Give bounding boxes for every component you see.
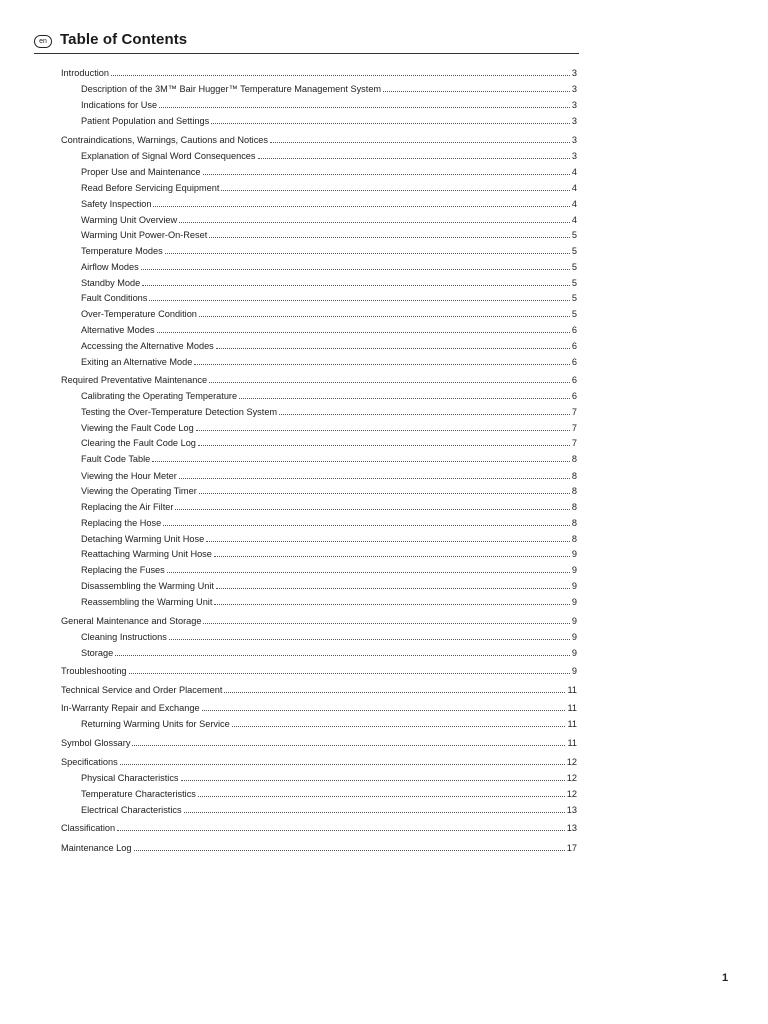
dot-leader xyxy=(163,525,570,526)
toc-entry-label: Alternative Modes xyxy=(81,325,155,335)
toc-subentry[interactable] xyxy=(81,437,577,449)
toc-entry-label: Fault Conditions xyxy=(81,293,148,303)
toc-subentry[interactable] xyxy=(81,277,577,289)
toc-entry-label: Required Preventative Maintenance xyxy=(61,375,208,385)
toc-entry-page: 12 xyxy=(566,757,577,767)
dot-leader xyxy=(383,91,570,92)
toc-entry-label: Explanation of Signal Word Consequences xyxy=(81,151,256,161)
toc-entry-page: 11 xyxy=(567,738,577,748)
toc-entry-label: Warming Unit Overview xyxy=(81,215,178,225)
toc-entry-page: 9 xyxy=(571,581,577,591)
toc-entry[interactable] xyxy=(61,67,577,79)
toc-entry-label: Patient Population and Settings xyxy=(81,116,210,126)
dot-leader xyxy=(202,710,566,711)
toc-entry-label: Clearing the Fault Code Log xyxy=(81,438,196,448)
toc-entry-page: 3 xyxy=(571,151,577,161)
page-title: Table of Contents xyxy=(60,31,188,48)
dot-leader xyxy=(132,745,565,746)
toc-entry-page: 4 xyxy=(571,215,577,225)
toc-entry-page: 8 xyxy=(571,518,577,528)
dot-leader xyxy=(224,692,565,693)
dot-leader xyxy=(214,556,570,557)
toc-entry-label: Electrical Characteristics xyxy=(81,805,182,815)
toc-subentry[interactable] xyxy=(81,182,577,194)
toc-subentry[interactable] xyxy=(81,340,577,352)
dot-leader xyxy=(111,75,570,76)
toc-subentry[interactable] xyxy=(81,292,577,304)
toc-entry-page: 7 xyxy=(571,438,577,448)
toc-entry-label: Troubleshooting xyxy=(61,666,127,676)
toc-entry-label: Fault Code Table xyxy=(81,454,151,464)
dot-leader xyxy=(159,107,570,108)
toc-subentry[interactable] xyxy=(81,356,577,368)
toc-entry-page: 4 xyxy=(571,199,577,209)
toc-subentry[interactable] xyxy=(81,99,577,111)
toc-entry[interactable] xyxy=(61,842,577,854)
dot-leader xyxy=(134,850,565,851)
toc-entry-label: Temperature Modes xyxy=(81,246,163,256)
toc-entry[interactable] xyxy=(61,822,577,834)
toc-entry-page: 7 xyxy=(571,407,577,417)
dot-leader xyxy=(179,478,570,479)
dot-leader xyxy=(199,316,570,317)
toc-entry-label: Exiting an Alternative Mode xyxy=(81,357,193,367)
dot-leader xyxy=(181,780,565,781)
toc-entry-label: Cleaning Instructions xyxy=(81,632,167,642)
toc-subentry[interactable] xyxy=(81,517,577,529)
toc-entry-label: Detaching Warming Unit Hose xyxy=(81,534,205,544)
dot-leader xyxy=(196,430,570,431)
dot-leader xyxy=(175,509,569,510)
dot-leader xyxy=(120,764,565,765)
toc-entry-page: 6 xyxy=(571,325,577,335)
toc-entry-page: 6 xyxy=(571,391,577,401)
dot-leader xyxy=(167,572,570,573)
toc-entry-label: Proper Use and Maintenance xyxy=(81,167,201,177)
toc-entry-page: 3 xyxy=(571,116,577,126)
toc-subentry[interactable] xyxy=(81,788,577,800)
dot-leader xyxy=(216,588,570,589)
toc-entry[interactable] xyxy=(61,615,577,627)
toc-subentry[interactable] xyxy=(81,245,577,257)
toc-entry-label: Specifications xyxy=(61,757,118,767)
toc-entry-page: 9 xyxy=(571,597,577,607)
toc-entry-page: 6 xyxy=(571,357,577,367)
toc-entry-page: 6 xyxy=(571,341,577,351)
dot-leader xyxy=(199,493,570,494)
toc-entry-label: Physical Characteristics xyxy=(81,773,179,783)
toc-entry-page: 13 xyxy=(566,823,577,833)
toc-subentry[interactable] xyxy=(81,564,577,576)
toc-entry-label: Replacing the Hose xyxy=(81,518,162,528)
toc-subentry[interactable] xyxy=(81,422,577,434)
toc-entry[interactable] xyxy=(61,665,577,677)
toc-subentry[interactable] xyxy=(81,470,577,482)
dot-leader xyxy=(211,123,570,124)
toc-subentry[interactable] xyxy=(81,83,577,95)
toc-subentry[interactable] xyxy=(81,804,577,816)
toc-subentry[interactable] xyxy=(81,485,577,497)
dot-leader xyxy=(179,222,570,223)
dot-leader xyxy=(203,623,569,624)
toc-entry-page: 9 xyxy=(571,616,577,626)
toc-subentry[interactable] xyxy=(81,772,577,784)
toc-entry-label: Contraindications, Warnings, Cautions and Notices xyxy=(61,135,268,145)
toc-subentry[interactable] xyxy=(81,406,577,418)
toc-subentry[interactable] xyxy=(81,580,577,592)
dot-leader xyxy=(149,300,569,301)
toc-subentry[interactable] xyxy=(81,548,577,560)
toc-entry-page: 9 xyxy=(571,666,577,676)
toc-entry-label: Airflow Modes xyxy=(81,262,139,272)
dot-leader xyxy=(203,174,570,175)
dot-leader xyxy=(152,461,570,462)
toc-entry-label: General Maintenance and Storage xyxy=(61,616,202,626)
toc-entry[interactable] xyxy=(61,702,577,714)
toc-entry-label: Classification xyxy=(61,823,116,833)
toc-entry-page: 4 xyxy=(571,183,577,193)
toc-entry-label: Maintenance Log xyxy=(61,843,132,853)
toc-entry[interactable] xyxy=(61,374,577,386)
toc-entry-label: Replacing the Air Filter xyxy=(81,502,174,512)
toc-entry-page: 5 xyxy=(571,246,577,256)
toc-subentry[interactable] xyxy=(81,718,577,730)
dot-leader xyxy=(258,158,570,159)
toc-subentry[interactable] xyxy=(81,533,577,545)
toc-subentry[interactable] xyxy=(81,214,577,226)
toc-entry-label: Standby Mode xyxy=(81,278,141,288)
toc-entry-label: Indications for Use xyxy=(81,100,158,110)
toc-subentry[interactable] xyxy=(81,501,577,513)
dot-leader xyxy=(169,639,570,640)
toc-entry-page: 5 xyxy=(571,278,577,288)
toc-entry-label: Reattaching Warming Unit Hose xyxy=(81,549,212,559)
toc-entry-label: Storage xyxy=(81,648,114,658)
dot-leader xyxy=(194,364,570,365)
toc-entry-label: Calibrating the Operating Temperature xyxy=(81,391,238,401)
dot-leader xyxy=(142,285,570,286)
toc-subentry[interactable] xyxy=(81,261,577,273)
toc-entry-page: 8 xyxy=(571,486,577,496)
page-header xyxy=(34,30,579,54)
toc-entry-label: Safety Inspection xyxy=(81,199,152,209)
toc-entry-label: Symbol Glossary xyxy=(61,738,131,748)
toc-entry-page: 3 xyxy=(571,135,577,145)
toc-entry-page: 9 xyxy=(571,565,577,575)
toc-subentry[interactable] xyxy=(81,229,577,241)
toc-entry-page: 12 xyxy=(566,789,577,799)
toc-entry-label: Over-Temperature Condition xyxy=(81,309,197,319)
dot-leader xyxy=(153,206,569,207)
toc-entry-page: 3 xyxy=(571,100,577,110)
toc-entry-page: 3 xyxy=(571,84,577,94)
dot-leader xyxy=(209,237,570,238)
toc-entry-label: Viewing the Fault Code Log xyxy=(81,423,194,433)
toc-entry-page: 8 xyxy=(571,454,577,464)
toc-entry-page: 11 xyxy=(567,685,577,695)
dot-leader xyxy=(270,142,570,143)
toc-entry[interactable] xyxy=(61,737,577,749)
toc-entry-page: 9 xyxy=(571,549,577,559)
dot-leader xyxy=(129,673,570,674)
toc-entry-label: Reassembling the Warming Unit xyxy=(81,597,213,607)
dot-leader xyxy=(141,269,570,270)
dot-leader xyxy=(216,348,570,349)
toc-entry-page: 8 xyxy=(571,471,577,481)
toc-subentry[interactable] xyxy=(81,647,577,659)
toc-entry-page: 13 xyxy=(566,805,577,815)
toc-entry-page: 5 xyxy=(571,309,577,319)
toc-subentry[interactable] xyxy=(81,631,577,643)
toc-entry-page: 8 xyxy=(571,534,577,544)
toc-entry-page: 5 xyxy=(571,293,577,303)
toc-entry-label: Warming Unit Power-On-Reset xyxy=(81,230,208,240)
dot-leader xyxy=(206,541,570,542)
toc-entry-page: 11 xyxy=(567,719,577,729)
dot-leader xyxy=(198,445,570,446)
dot-leader xyxy=(279,414,570,415)
toc-entry-label: Accessing the Alternative Modes xyxy=(81,341,214,351)
toc-subentry[interactable] xyxy=(81,308,577,320)
toc-entry-page: 8 xyxy=(571,502,577,512)
toc-entry-page: 5 xyxy=(571,262,577,272)
toc-entry-label: Read Before Servicing Equipment xyxy=(81,183,220,193)
toc-subentry[interactable] xyxy=(81,453,577,465)
toc-entry-label: Returning Warming Units for Service xyxy=(81,719,230,729)
toc-entry[interactable] xyxy=(61,684,577,696)
toc-entry-page: 7 xyxy=(571,423,577,433)
toc-entry-label: Description of the 3M™ Bair Hugger™ Temperature Management System xyxy=(81,84,382,94)
toc-subentry[interactable] xyxy=(81,324,577,336)
toc-entry[interactable] xyxy=(61,134,577,146)
toc-entry-label: Viewing the Operating Timer xyxy=(81,486,197,496)
dot-leader xyxy=(221,190,569,191)
dot-leader xyxy=(232,726,566,727)
toc-subentry[interactable] xyxy=(81,390,577,402)
toc-subentry[interactable] xyxy=(81,150,577,162)
dot-leader xyxy=(209,382,570,383)
toc-entry-page: 17 xyxy=(566,843,577,853)
toc-entry-label: Testing the Over-Temperature Detection System xyxy=(81,407,278,417)
toc-entry-label: Temperature Characteristics xyxy=(81,789,196,799)
toc-entry-label: In-Warranty Repair and Exchange xyxy=(61,703,200,713)
toc-entry-label: Introduction xyxy=(61,68,110,78)
toc-entry-page: 4 xyxy=(571,167,577,177)
toc-entry-label: Disassembling the Warming Unit xyxy=(81,581,214,591)
toc-entry-page: 9 xyxy=(571,648,577,658)
toc-entry-page: 12 xyxy=(566,773,577,783)
toc-entry-label: Technical Service and Order Placement xyxy=(61,685,223,695)
toc-subentry[interactable] xyxy=(81,166,577,178)
toc-entry-page: 5 xyxy=(571,230,577,240)
toc-entry-label: Replacing the Fuses xyxy=(81,565,165,575)
dot-leader xyxy=(117,830,565,831)
dot-leader xyxy=(184,812,565,813)
dot-leader xyxy=(214,604,569,605)
dot-leader xyxy=(165,253,570,254)
toc-subentry[interactable] xyxy=(81,596,577,608)
dot-leader xyxy=(239,398,570,399)
toc-entry-page: 11 xyxy=(567,703,577,713)
dot-leader xyxy=(157,332,570,333)
toc-entry-label: Viewing the Hour Meter xyxy=(81,471,177,481)
language-badge: en xyxy=(34,35,52,48)
toc-entry-page: 3 xyxy=(571,68,577,78)
toc-subentry[interactable] xyxy=(81,198,577,210)
toc-entry-page: 9 xyxy=(571,632,577,642)
toc-entry[interactable] xyxy=(61,756,577,768)
dot-leader xyxy=(115,655,570,656)
page-number: 1 xyxy=(722,972,729,984)
toc-subentry[interactable] xyxy=(81,115,577,127)
toc-entry-page: 6 xyxy=(571,375,577,385)
dot-leader xyxy=(198,796,565,797)
